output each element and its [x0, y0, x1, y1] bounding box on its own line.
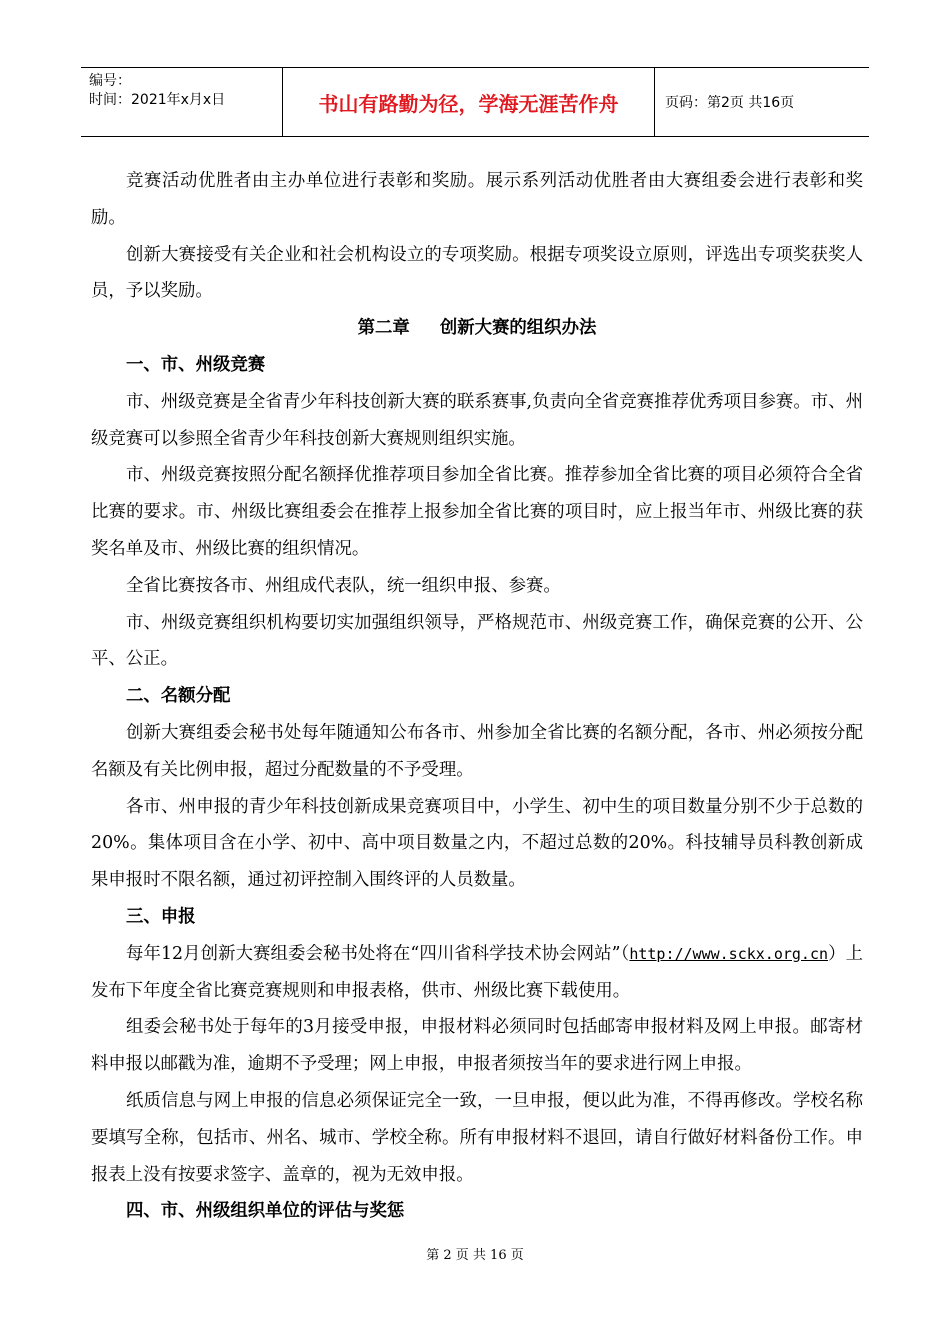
text-span: 每年12月创新大赛组委会秘书处将在“四川省科学技术协会网站”（ — [126, 943, 630, 964]
paragraph: 组委会秘书处于每年的3月接受申报，申报材料必须同时包括邮寄申报材料及网上申报。邮寄材料申报以邮戳为准，逾期不予受理；网上申报，申报者须按当年的要求进行网上申报。 — [91, 1017, 863, 1075]
paragraph: 创新大赛组委会秘书处每年随通知公布各市、州参加全省比赛的名额分配，各市、州必须按分配名额及有关比例申报，超过分配数量的不予受理。 — [91, 722, 863, 780]
section-heading: 四、市、州级组织单位的评估与奖惩 — [126, 1201, 405, 1222]
header-meta — [81, 68, 283, 136]
paragraph: 各市、州申报的青少年科技创新成果竞赛项目中，小学生、初中生的项目数量分别不少于总数的20%。集体项目含在小学、初中、高中项目数量之内，不超过总数的20%。科技辅导员科教创新成果申报时不限名额，通过初评控制入围终评的人员数量。 — [91, 796, 863, 891]
time-label: 时间：2021年x月x日 — [89, 92, 226, 108]
header-page-info: 页码：第2页 共16页 — [665, 95, 795, 111]
text-span: ）上发布下年度全省比赛竞赛规则和申报表格，供市、州级比赛下载使用。 — [91, 943, 863, 1001]
page-header — [81, 67, 869, 137]
section-heading: 一、市、州级竞赛 — [126, 354, 266, 375]
document-body — [91, 163, 863, 1230]
paragraph: 创新大赛接受有关企业和社会机构设立的专项奖励。根据专项奖设立原则，评选出专项奖获奖人员，予以奖励。 — [91, 244, 863, 302]
paragraph: 竞赛活动优胜者由主办单位进行表彰和奖励。展示系列活动优胜者由大赛组委会进行表彰和奖励。 — [91, 171, 863, 228]
paragraph: 全省比赛按各市、州组成代表队，统一组织申报、参赛。 — [126, 575, 561, 596]
section-heading: 二、名额分配 — [126, 686, 231, 707]
header-motto: 书山有路勤为径，学海无涯苦作舟 — [283, 68, 655, 136]
paragraph — [91, 936, 863, 1010]
page-footer: 第 2 页 共 16 页 — [426, 1248, 524, 1263]
chapter-number: 第二章 — [357, 318, 410, 339]
website-link[interactable]: http://www.sckx.org.cn — [629, 944, 829, 963]
paragraph: 纸质信息与网上申报的信息必须保证完全一致，一旦申报，便以此为准，不得再修改。学校名称要填写全称，包括市、州名、城市、学校全称。所有申报材料不退回，请自行做好材料备份工作。申报表上没有按要求签字、盖章的，视为无效申报。 — [91, 1090, 863, 1185]
chapter-title: 创新大赛的组织办法 — [439, 318, 597, 339]
paragraph: 市、州级竞赛组织机构要切实加强组织领导，严格规范市、州级竞赛工作，确保竞赛的公开、公平、公正。 — [91, 612, 863, 670]
number-label: 编号： — [89, 73, 131, 89]
paragraph: 市、州级竞赛按照分配名额择优推荐项目参加全省比赛。推荐参加全省比赛的项目必须符合全省比赛的要求。市、州级比赛组委会在推荐上报参加全省比赛的项目时，应上报当年市、州级比赛的获奖名单及市、州级比赛的组织情况。 — [91, 465, 863, 559]
chapter-heading — [91, 310, 863, 347]
section-heading: 三、申报 — [126, 906, 196, 927]
paragraph: 市、州级竞赛是全省青少年科技创新大赛的联系赛事,负责向全省竞赛推荐优秀项目参赛。市、州级竞赛可以参照全省青少年科技创新大赛规则组织实施。 — [91, 391, 863, 449]
